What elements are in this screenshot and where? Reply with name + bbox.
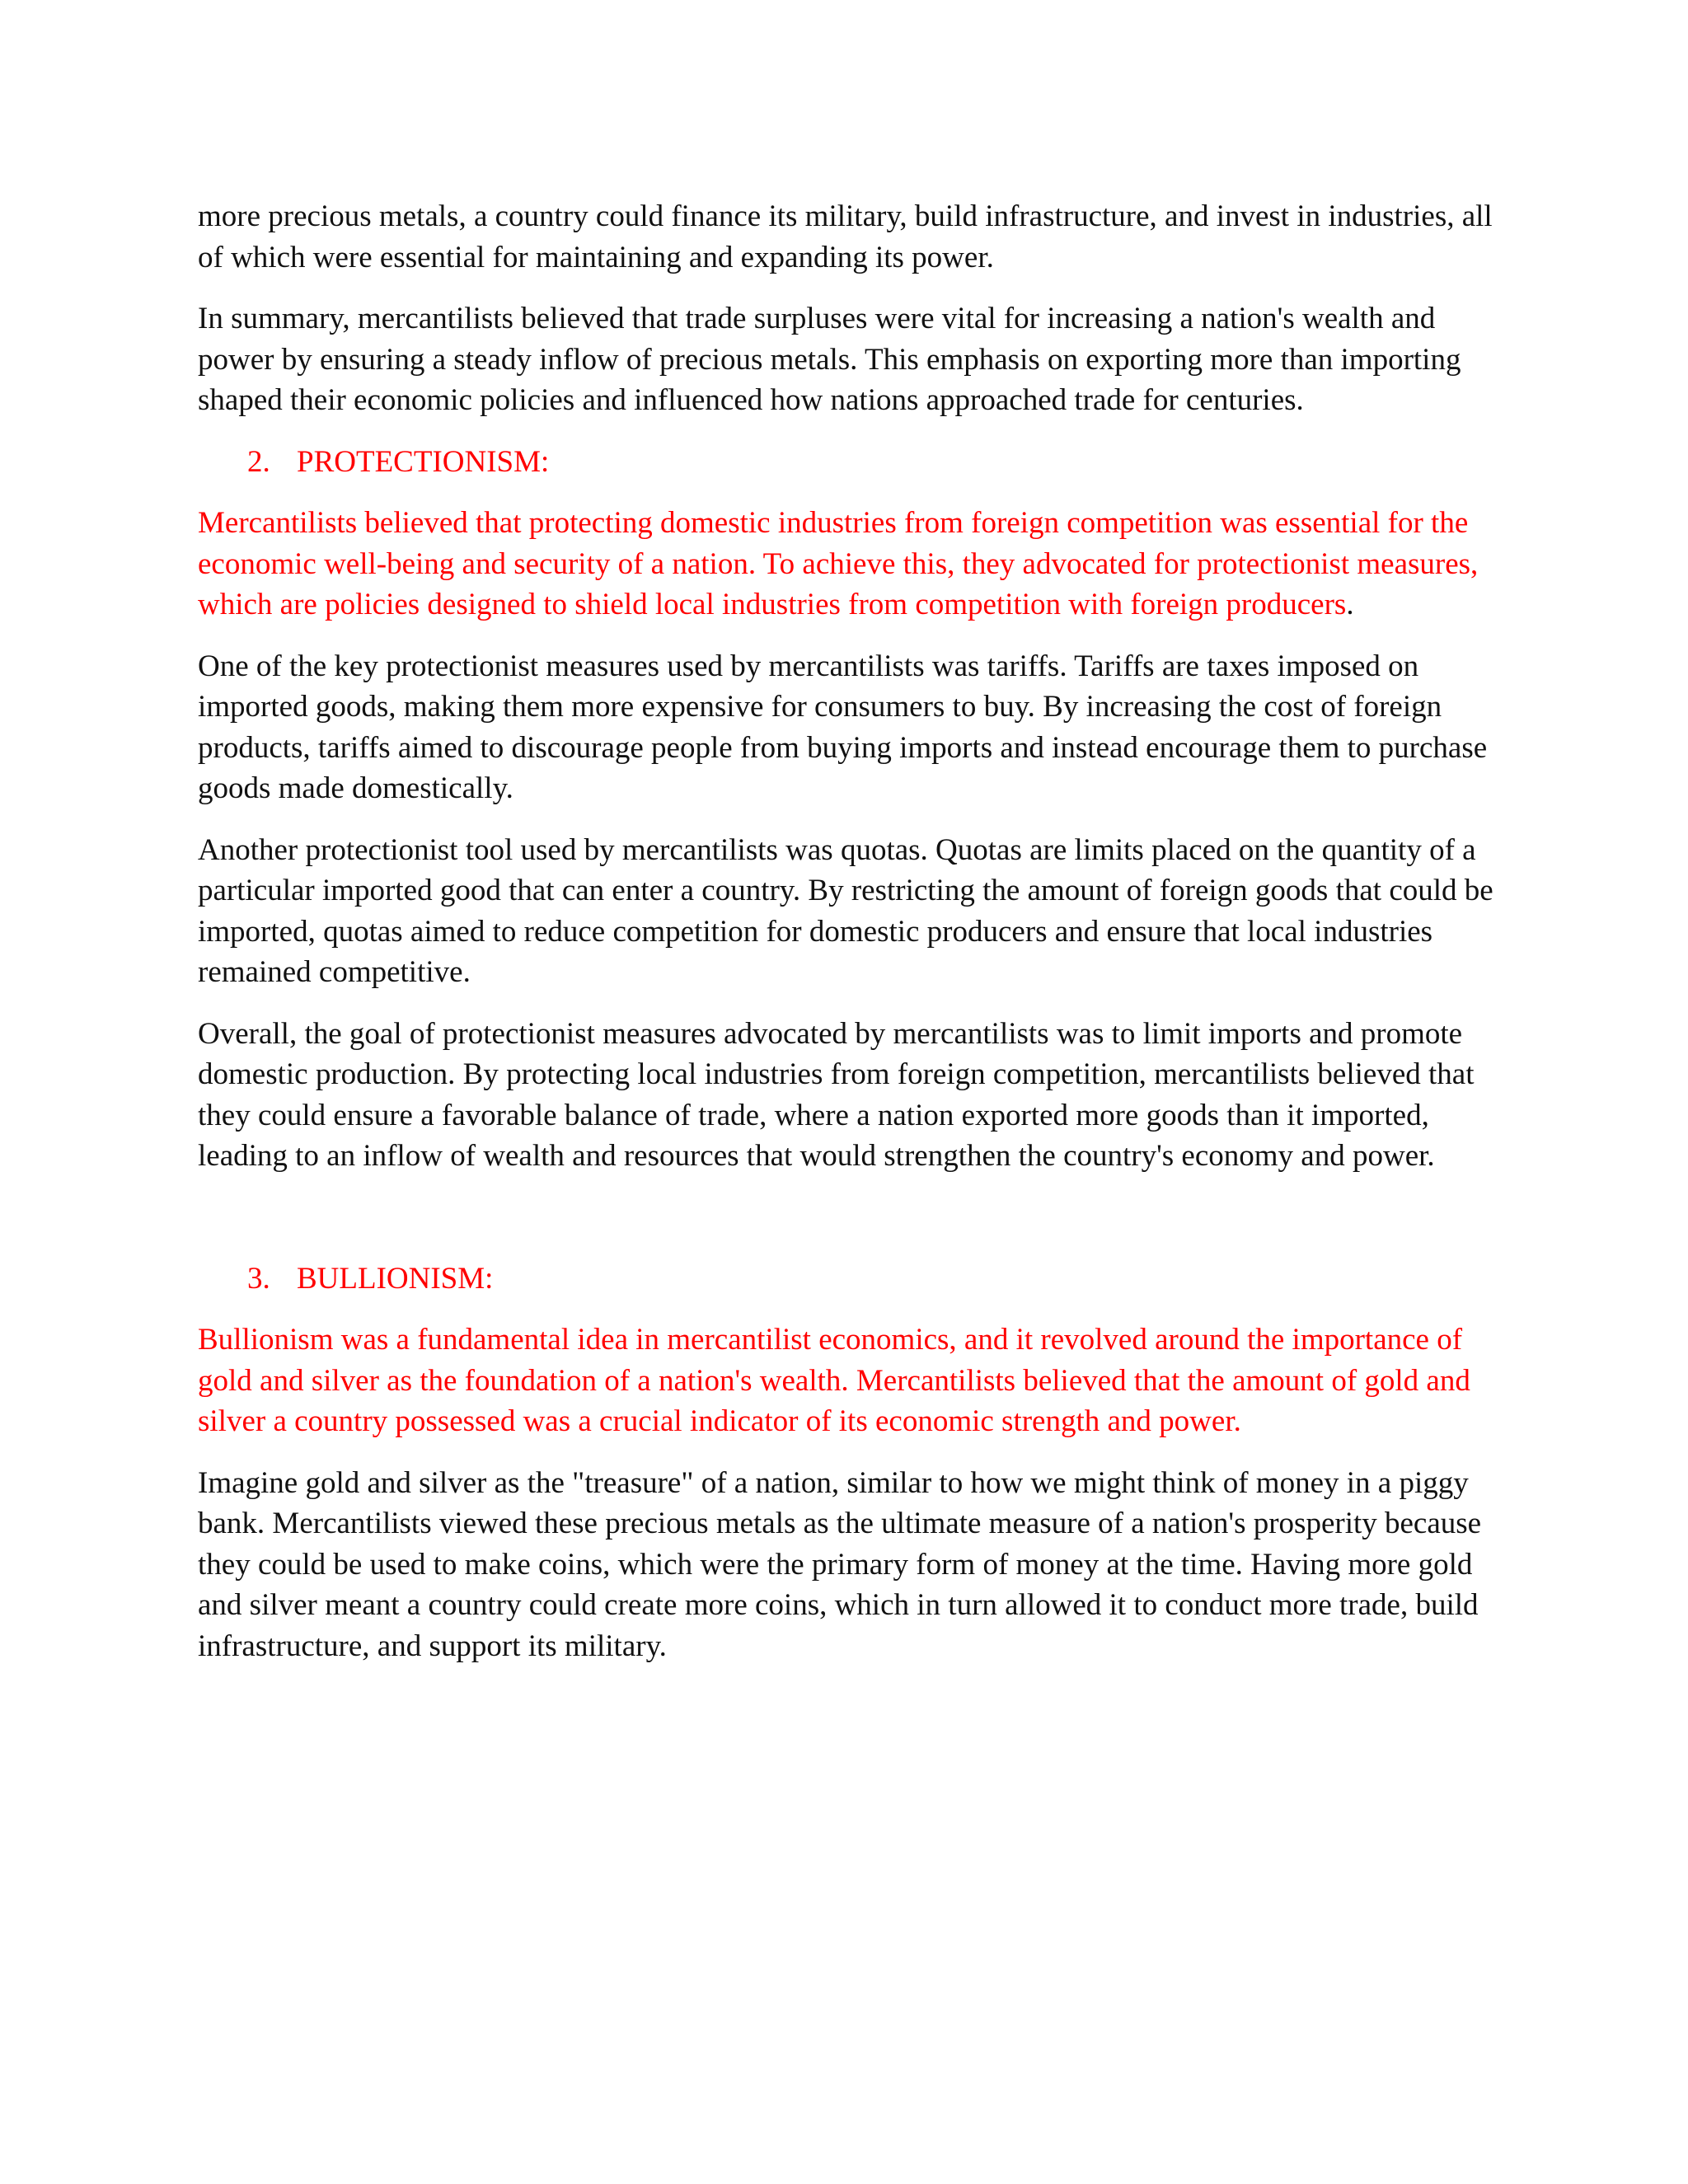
bullionism-intro: Bullionism was a fundamental idea in mercantilist economics, and it revolved around the importance of gold and silver as the foundation of a nation's wealth. Mercantilists believed that the amount of gold and silver a country possessed was a crucial indicator of its economic strength and power. (198, 1323, 1470, 1438)
section-title: PROTECTIONISM: (297, 444, 550, 479)
section-title: BULLIONISM: (297, 1261, 494, 1296)
paragraph-summary: In summary, mercantilists believed that trade surpluses were vital for increasing a nation's wealth and power by ensuring a steady inflow of precious metals. This emphasis on exporting more than importing shaped their economic policies and influenced how nations approached trade for centuries. (198, 302, 1461, 417)
protectionism-overall-paragraph: Overall, the goal of protectionist measures advocated by mercantilists was to limit imports and promote domestic production. By protecting local industries from foreign competition, mercantilists believed that they could ensure a favorable balance of trade, where a nation exported more goods than it imported, leading to an inflow of wealth and resources that would strengthen the country's economy and power. (198, 1016, 1475, 1173)
section-spacer (198, 1197, 1500, 1258)
section-number: 3. (247, 1261, 270, 1296)
paragraph-continuation: more precious metals, a country could finance its military, build infrastructure, and invest in industries, all of which were essential for maintaining and expanding its power. (198, 199, 1493, 274)
protectionism-intro-period: . (1346, 588, 1354, 621)
bullionism-treasure-paragraph: Imagine gold and silver as the "treasure" of a nation, similar to how we might think of money in a piggy bank. Mercantilists viewed these precious metals as the ultimate measure of a nation's prosperity because they could be used to make coins, which were the primary form of money at the time. Having more gold and silver meant a country could create more coins, which in turn allowed it to conduct more trade, build infrastructure, and support its military. (198, 1465, 1482, 1663)
protectionism-intro (198, 503, 1500, 626)
section-heading-protectionism (198, 442, 1500, 483)
protectionism-intro-text: Mercantilists believed that protecting domestic industries from foreign competition was essential for the economic well-being and security of a nation. To achieve this, they advocated for protectionist measures, which are policies designed to shield local industries from competition with foreign producers (198, 506, 1479, 621)
document-body (198, 196, 1500, 1687)
section-number: 2. (247, 444, 270, 479)
protectionism-tariffs-paragraph: One of the key protectionist measures used by mercantilists was tariffs. Tariffs are taxes imposed on imported goods, making them more expensive for consumers to buy. By increasing the cost of foreign products, tariffs aimed to discourage people from buying imports and instead encourage them to purchase goods made domestically. (198, 649, 1488, 805)
section-heading-bullionism (198, 1258, 1500, 1300)
protectionism-quotas-paragraph: Another protectionist tool used by mercantilists was quotas. Quotas are limits placed on the quantity of a particular imported good that can enter a country. By restricting the amount of foreign goods that could be imported, quotas aimed to reduce competition for domestic producers and ensure that local industries remained competitive. (198, 832, 1493, 989)
